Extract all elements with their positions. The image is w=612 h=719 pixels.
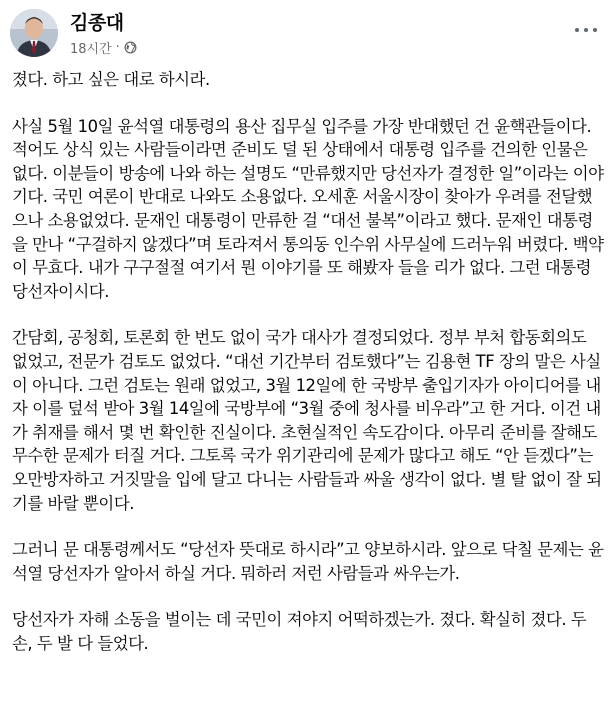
more-dot-icon <box>584 28 588 32</box>
author-avatar[interactable] <box>10 9 58 57</box>
post-paragraph: 그러니 문 대통령께서도 “당선자 뜻대로 하시라”고 양보하시라. 앞으로 닥칠 문제는 윤석열 당선자가 알아서 하실 거다. 뭐하러 저런 사람들과 싸우는가. <box>12 540 604 583</box>
avatar-photo-icon <box>10 9 58 57</box>
author-name[interactable]: 김종대 <box>70 12 124 34</box>
post-paragraph: 간담회, 공청회, 토론회 한 번도 없이 국가 대사가 결정되었다. 정부 부처 합동회의도 없었고, 전문가 검토도 없었다. “대선 기간부터 검토했다”는 김용현 TF 장의 말은 사실이 아니다. 그런 검토는 원래 없었고, 3월 12일에 한 국방부 출입기자가 아이디어를 내자 이를 덮석 받아 3월 14일에 국방부에 “3월 중에 청사를 비우라”고 한 거다. 이건 내가 취재를 해서 몇 번 확인한 진실이다. 초현실적인 속도감이다. 아무리 준비를 잘해도 무수한 문제가 터질 거다. 그토록 국가 위기관리에 문제가 많다고 해도 “안 듣겠다”는 오만방자하고 거짓말을 입에 달고 다니는 사람들과 싸울 생각이 없다. 별 탈 없이 잘 되기를 바랄 뿐이다. <box>12 328 602 513</box>
post-paragraph: 당선자가 자해 소동을 벌이는 데 국민이 져야지 어떡하겠는가. 졌다. 확실히 졌다. 두 손, 두 발 다 들었다. <box>12 610 587 653</box>
post-meta <box>70 38 137 57</box>
more-dot-icon <box>593 28 597 32</box>
globe-icon[interactable] <box>124 41 137 54</box>
more-options-button[interactable] <box>572 20 600 40</box>
meta-separator: · <box>115 40 120 55</box>
post-paragraph: 졌다. 하고 싶은 대로 하시라. <box>12 70 210 89</box>
post-paragraph: 사실 5월 10일 윤석열 대통령의 용산 집무실 입주를 가장 반대했던 건 윤핵관들이다. 적어도 상식 있는 사람들이라면 준비도 덜 된 상태에서 대통령 입주를 건의한 인물은 없다. 이분들이 방송에 나와 하는 설명도 “만류했지만 당선자가 결정한 일”이라는 이야기다. 국민 여론이 반대로 나와도 소용없다. 오세훈 서울시장이 찾아가 우려를 전달했으나 소용없었다. 문재인 대통령이 만류한 걸 “대선 불복”이라고 했다. 문재인 대통령을 만나 “구걸하지 않겠다”며 토라져서 통의동 인수위 사무실에 드러누워 버렸다. 백약이 무효다. 내가 구구절절 여기서 뭔 이야기를 또 해봤자 들을 리가 없다. 그런 대통령 당선자이시다. <box>12 116 604 301</box>
more-dot-icon <box>575 28 579 32</box>
post-body <box>12 68 604 655</box>
post-time[interactable]: 18시간 <box>70 42 112 57</box>
post-header <box>0 0 612 64</box>
